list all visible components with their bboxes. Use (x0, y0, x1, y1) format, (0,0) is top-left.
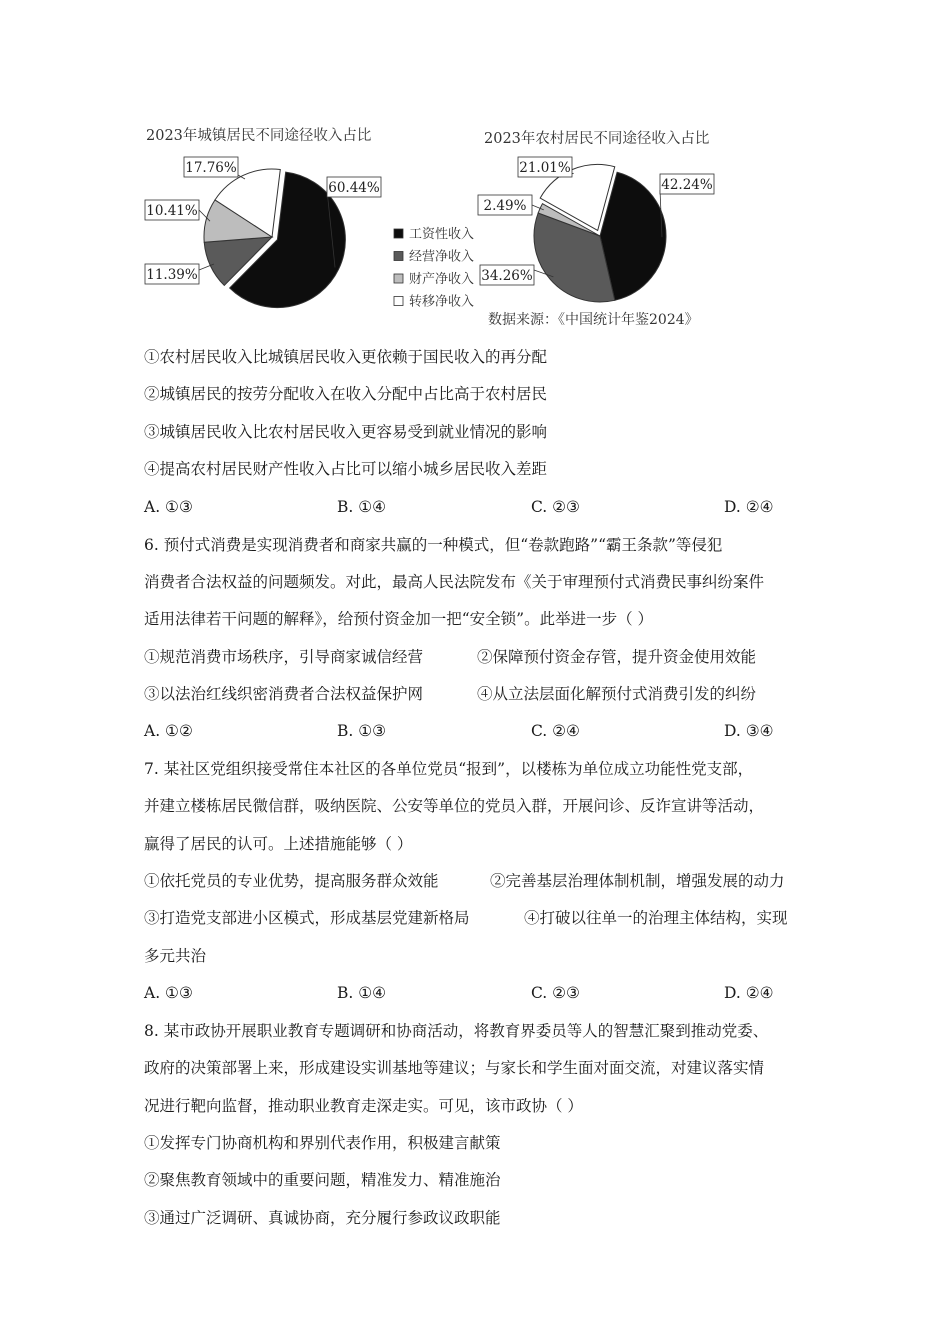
rural-label-2: 34.26% (481, 268, 533, 284)
q6-stem-line-3: 适用法律若干问题的解释》，给预付资金加一把“安全锁”。此举进一步（ ） (144, 610, 654, 628)
q7-option-c: C. ②③ (531, 984, 580, 1002)
legend-label-2: 经营净收入 (409, 249, 475, 265)
q6-statement-1: ①规范消费市场秩序，引导商家诚信经营 (144, 648, 424, 666)
urban-label-4: 17.76% (185, 160, 237, 176)
q7-stem-line-1: 7. 某社区党组织接受常住本社区的各单位党员“报到”，以楼栋为单位成立功能性党支部， (144, 760, 754, 778)
q7-statement-3: ③打造党支部进小区模式，形成基层党建新格局 (144, 909, 470, 927)
urban-pie (145, 157, 381, 308)
q7-statement-2: ②完善基层治理体制机制，增强发展的动力 (490, 872, 785, 890)
q7-option-b: B. ①④ (337, 984, 387, 1002)
q8-stem-line-1: 8. 某市政协开展职业教育专题调研和协商活动，将教育界委员等人的智慧汇聚到推动党委、 (144, 1022, 769, 1040)
urban-label-3: 10.41% (146, 203, 198, 219)
q5-statement-1: ①农村居民收入比城镇居民收入更依赖于国民收入的再分配 (144, 348, 548, 366)
rural-pie (478, 157, 714, 302)
q6-option-d: D. ③④ (724, 722, 774, 740)
q6-statement-3: ③以法治红线织密消费者合法权益保护网 (144, 685, 424, 703)
q7-statement-4: ④打破以往单一的治理主体结构，实现 (524, 909, 788, 927)
q5-statement-2: ②城镇居民的按劳分配收入在收入分配中占比高于农村居民 (144, 385, 548, 403)
q7-statement-1: ①依托党员的专业优势，提高服务群众效能 (144, 872, 439, 890)
q8-stem-line-2: 政府的决策部署上来，形成建设实训基地等建议；与家长和学生面对面交流，对建议落实情 (144, 1059, 765, 1077)
q6-stem-line-2: 消费者合法权益的问题频发。对此，最高人民法院发布《关于审理预付式消费民事纠纷案件 (144, 573, 765, 591)
q6-statement-4: ④从立法层面化解预付式消费引发的纠纷 (477, 685, 757, 703)
q6-option-a: A. ①② (144, 722, 193, 740)
rural-chart-title: 2023年农村居民不同途径收入占比 (484, 131, 710, 147)
q5-statement-3: ③城镇居民收入比农村居民收入更容易受到就业情况的影响 (144, 423, 548, 441)
q8-statement-3: ③通过广泛调研、真诚协商，充分履行参政议政职能 (144, 1209, 501, 1227)
chart-legend (394, 226, 474, 310)
q5-option-d: D. ②④ (724, 498, 774, 516)
q7-stem-line-2: 并建立楼栋居民微信群，吸纳医院、公安等单位的党员入群，开展问诊、反诈宣讲等活动， (144, 797, 765, 815)
legend-swatch-3 (394, 274, 403, 283)
legend-label-3: 财产净收入 (409, 272, 475, 287)
legend-label-4: 转移净收入 (409, 294, 475, 310)
q5-option-a: A. ①③ (144, 498, 193, 516)
q5-option-c: C. ②③ (531, 498, 580, 516)
legend-swatch-2 (394, 252, 403, 261)
q6-stem-line-1: 6. 预付式消费是实现消费者和商家共赢的一种模式，但“卷款跑路”“霸王条款”等侵犯 (144, 536, 723, 554)
legend-swatch-4 (394, 297, 403, 306)
q6-option-c: C. ②④ (531, 722, 580, 740)
pie-charts-figure (0, 0, 950, 340)
q8-statement-2: ②聚焦教育领域中的重要问题，精准发力、精准施治 (144, 1171, 501, 1189)
legend-label-1: 工资性收入 (409, 227, 475, 242)
legend-swatch-1 (394, 229, 403, 238)
q5-option-b: B. ①④ (337, 498, 387, 516)
q5-statement-4: ④提高农村居民财产性收入占比可以缩小城乡居民收入差距 (144, 460, 548, 478)
urban-chart-title: 2023年城镇居民不同途径收入占比 (146, 128, 372, 144)
rural-label-4: 21.01% (519, 160, 571, 176)
rural-label-3: 2.49% (483, 198, 527, 214)
q7-statement-4-cont: 多元共治 (144, 947, 207, 965)
q8-statement-1: ①发挥专门协商机构和界别代表作用，积极建言献策 (144, 1134, 501, 1152)
q7-option-a: A. ①③ (144, 984, 193, 1002)
q8-stem-line-3: 况进行靶向监督，推动职业教育走深走实。可见，该市政协（ ） (144, 1097, 583, 1115)
q6-statement-2: ②保障预付资金存管，提升资金使用效能 (477, 648, 757, 666)
urban-label-2: 11.39% (146, 267, 198, 283)
q7-option-d: D. ②④ (724, 984, 774, 1002)
q6-option-b: B. ①③ (337, 722, 387, 740)
q7-stem-line-3: 赢得了居民的认可。上述措施能够（ ） (144, 835, 413, 853)
urban-label-1: 60.44% (328, 180, 380, 196)
data-source: 数据来源：《中国统计年鉴2024》 (488, 312, 699, 328)
rural-label-1: 42.24% (661, 177, 713, 193)
